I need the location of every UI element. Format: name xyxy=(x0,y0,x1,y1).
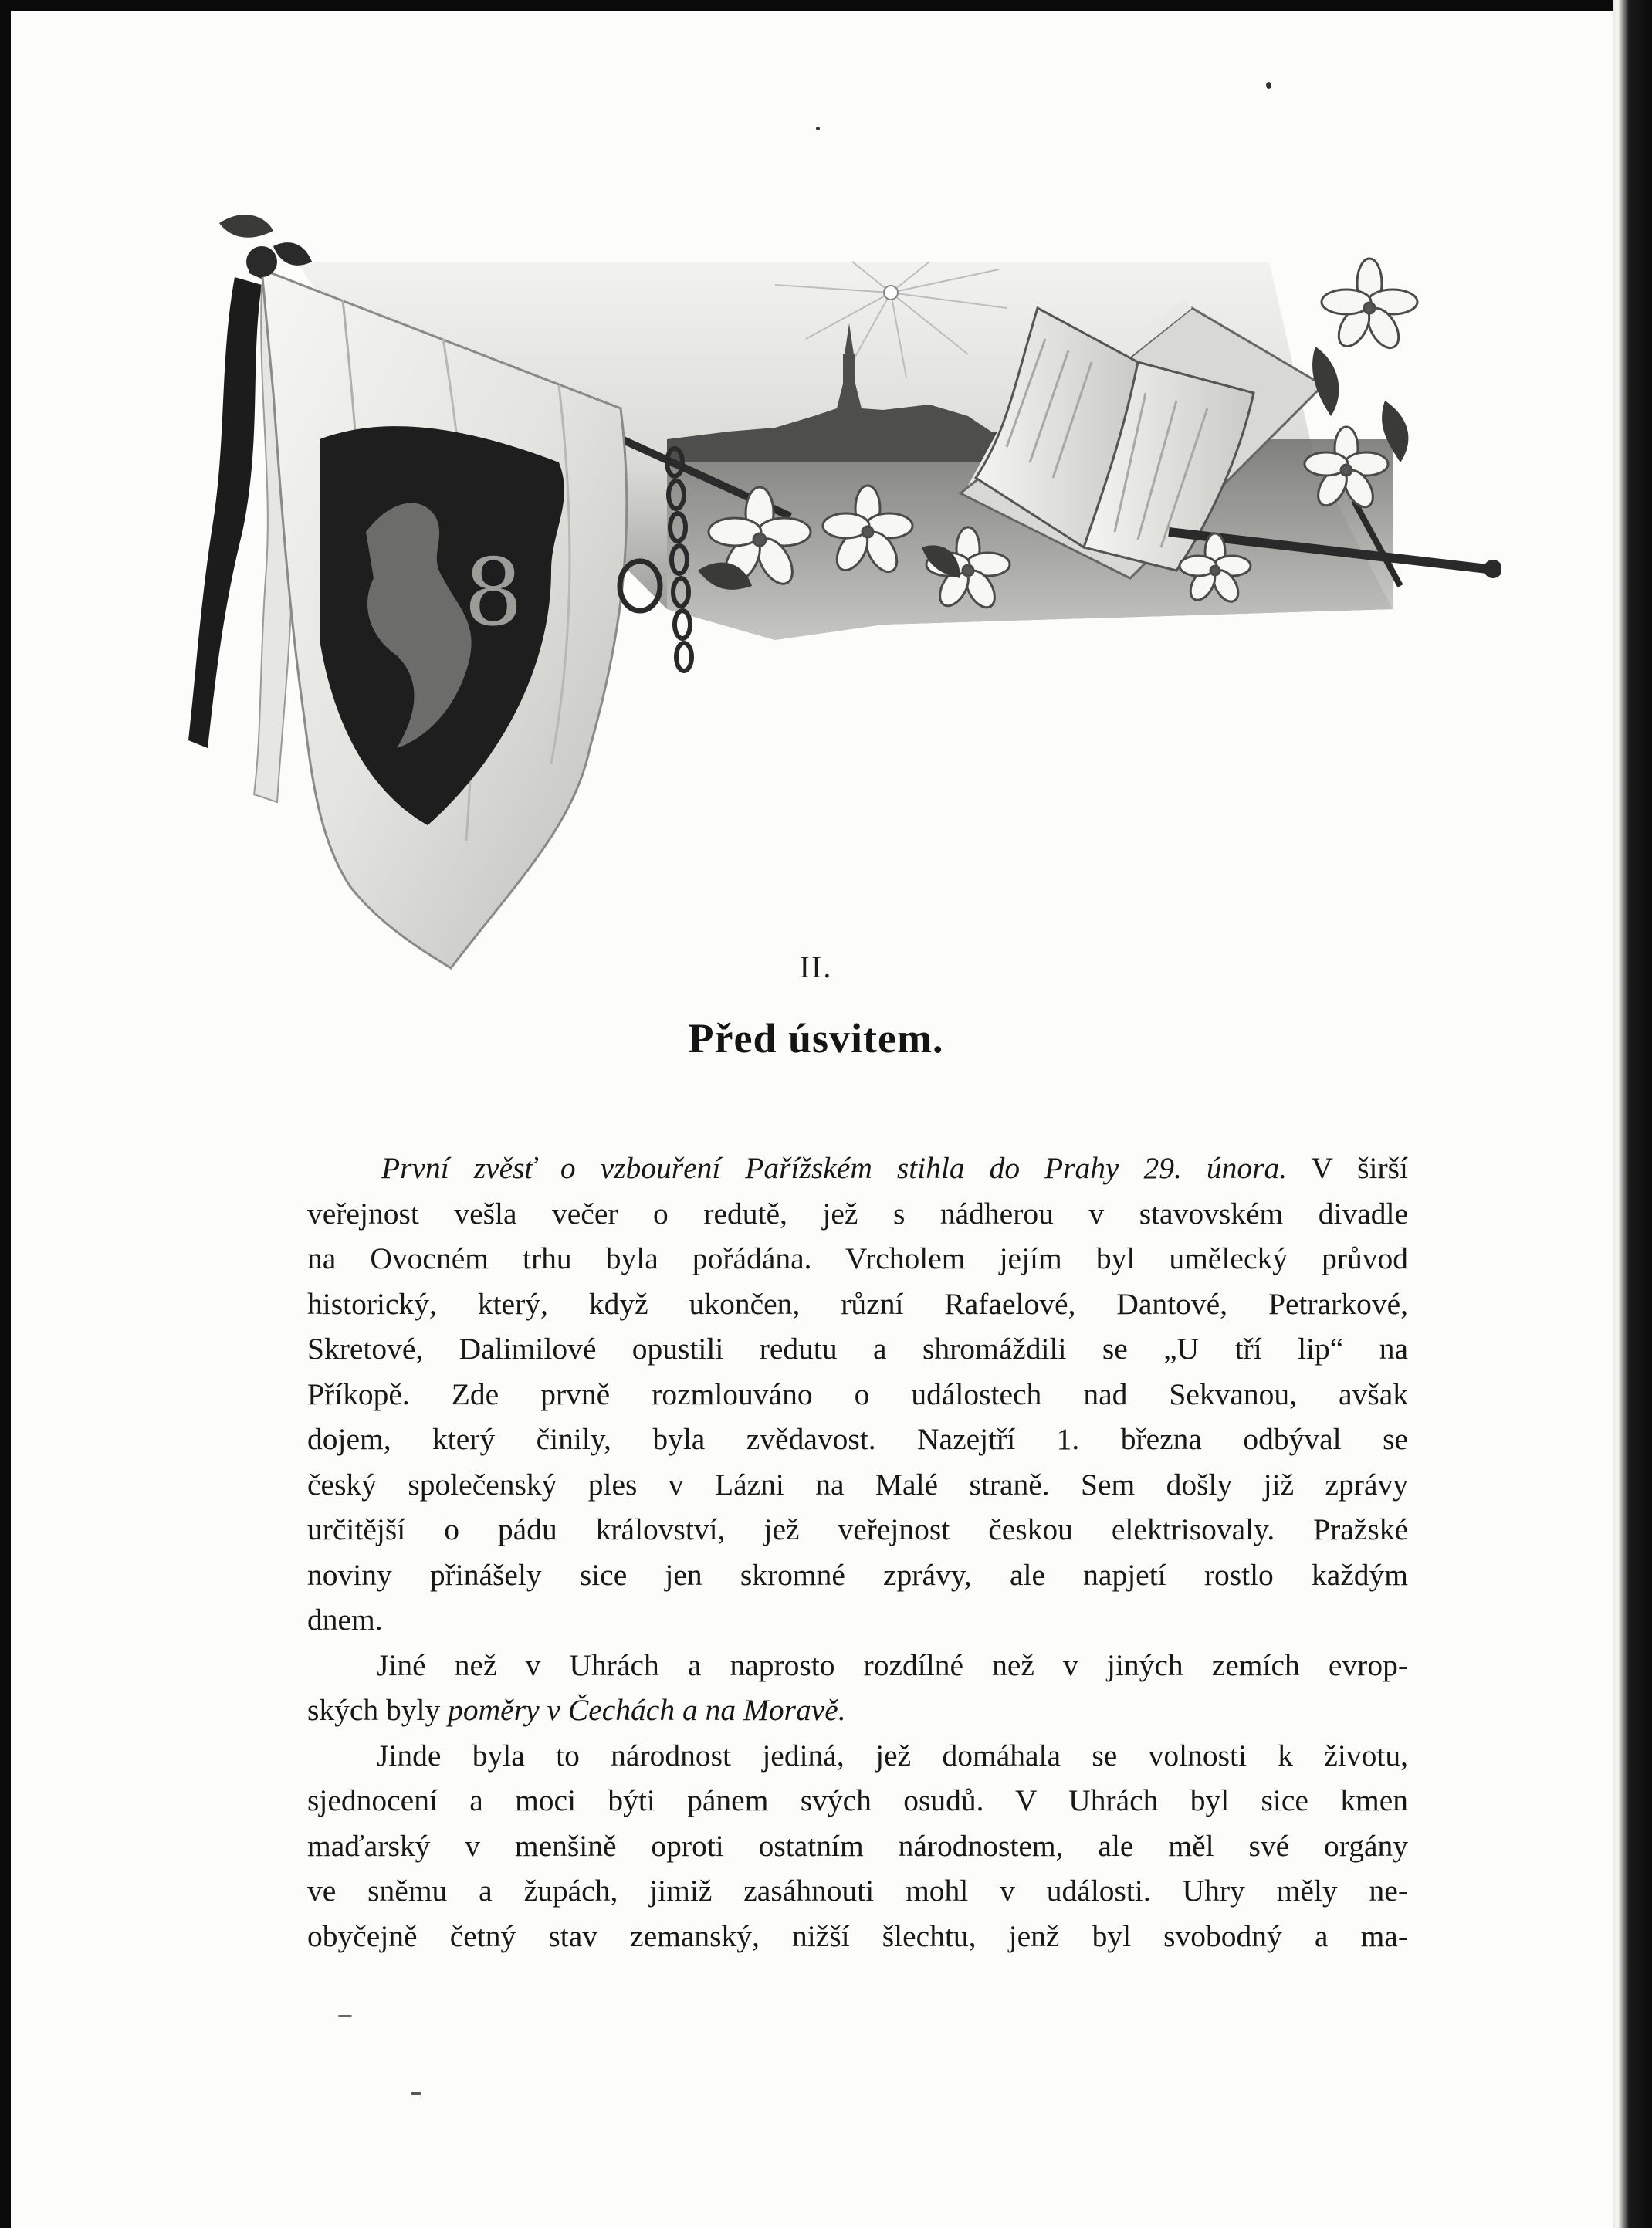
text-line: historický, který, když ukončen, různí Rafaelové, Dantové, Petrarkové, xyxy=(307,1286,1408,1321)
text-line: maďarský v menšině oproti ostatním národnostem, ale měl své orgány xyxy=(307,1828,1408,1863)
italic-phrase: První zvěsť o vzbouření Pařížském stihla do Prahy 29. února. xyxy=(381,1151,1288,1185)
chapter-title: Před úsvitem. xyxy=(688,1015,944,1062)
print-speck xyxy=(411,2092,421,2095)
print-speck xyxy=(816,127,820,130)
text-line: ve sněmu a župách, jimiž zasáhnouti mohl v události. Uhry měly ne- xyxy=(307,1874,1408,1908)
text-line: obyčejně četný stav zemanský, nižší šlechtu, jenž byl svobodný a ma- xyxy=(307,1918,1408,1953)
print-speck xyxy=(1266,82,1271,89)
chapter-body xyxy=(307,1146,1408,1959)
text-line: Jiné než v Uhrách a naprosto rozdílné než v jiných zemích evrop- xyxy=(377,1647,1408,1682)
text-line: veřejnost vešla večer o redutě, jež s nádherou v stavovském divadle xyxy=(307,1196,1408,1231)
chapter-illustration xyxy=(188,208,1501,980)
text-line: dojem, který činily, byla zvědavost. Nazejtří 1. března odbýval se xyxy=(307,1422,1408,1456)
text-line: na Ovocném trhu byla pořádána. Vrcholem jejím byl umělecký průvod xyxy=(307,1241,1408,1275)
text-line: Příkopě. Zde prvně rozmlouváno o událostech nad Sekvanou, avšak xyxy=(307,1376,1408,1411)
text-fragment: ských byly xyxy=(307,1693,449,1727)
text-line: určitější o pádu království, jež veřejnost českou elektrisovaly. Pražské xyxy=(307,1512,1408,1546)
text-line: noviny přinášely sice jen skromné zprávy, ale napjetí rostlo každým xyxy=(307,1557,1408,1592)
chapter-number: II. xyxy=(799,950,833,984)
text-line: Skretové, Dalimilové opustili redutu a shromáždili se „U tří lip“ na xyxy=(307,1332,1408,1366)
text-line xyxy=(307,1146,1408,1191)
text-line: český společenský ples v Lázni na Malé straně. Sem došly již zprávy xyxy=(307,1467,1408,1502)
italic-phrase: poměry v Čechách a na Moravě. xyxy=(448,1693,846,1727)
svg-text:8: 8 xyxy=(463,540,523,647)
black-ribbon xyxy=(188,277,262,748)
text-line: sjednocení a moci býti pánem svých osudů. V Uhrách byl sice kmen xyxy=(307,1783,1408,1817)
flag-finial-icon xyxy=(246,242,312,277)
text-line: Jinde byla to národnost jediná, jež domáhala se volnosti k životu, xyxy=(377,1738,1408,1773)
book-page xyxy=(11,11,1621,2228)
text-line: dnem. xyxy=(307,1603,383,1637)
page-edge xyxy=(1613,0,1652,2228)
text-line xyxy=(307,1688,1408,1733)
text-fragment: V širší xyxy=(1287,1151,1408,1185)
print-speck xyxy=(338,2015,352,2017)
